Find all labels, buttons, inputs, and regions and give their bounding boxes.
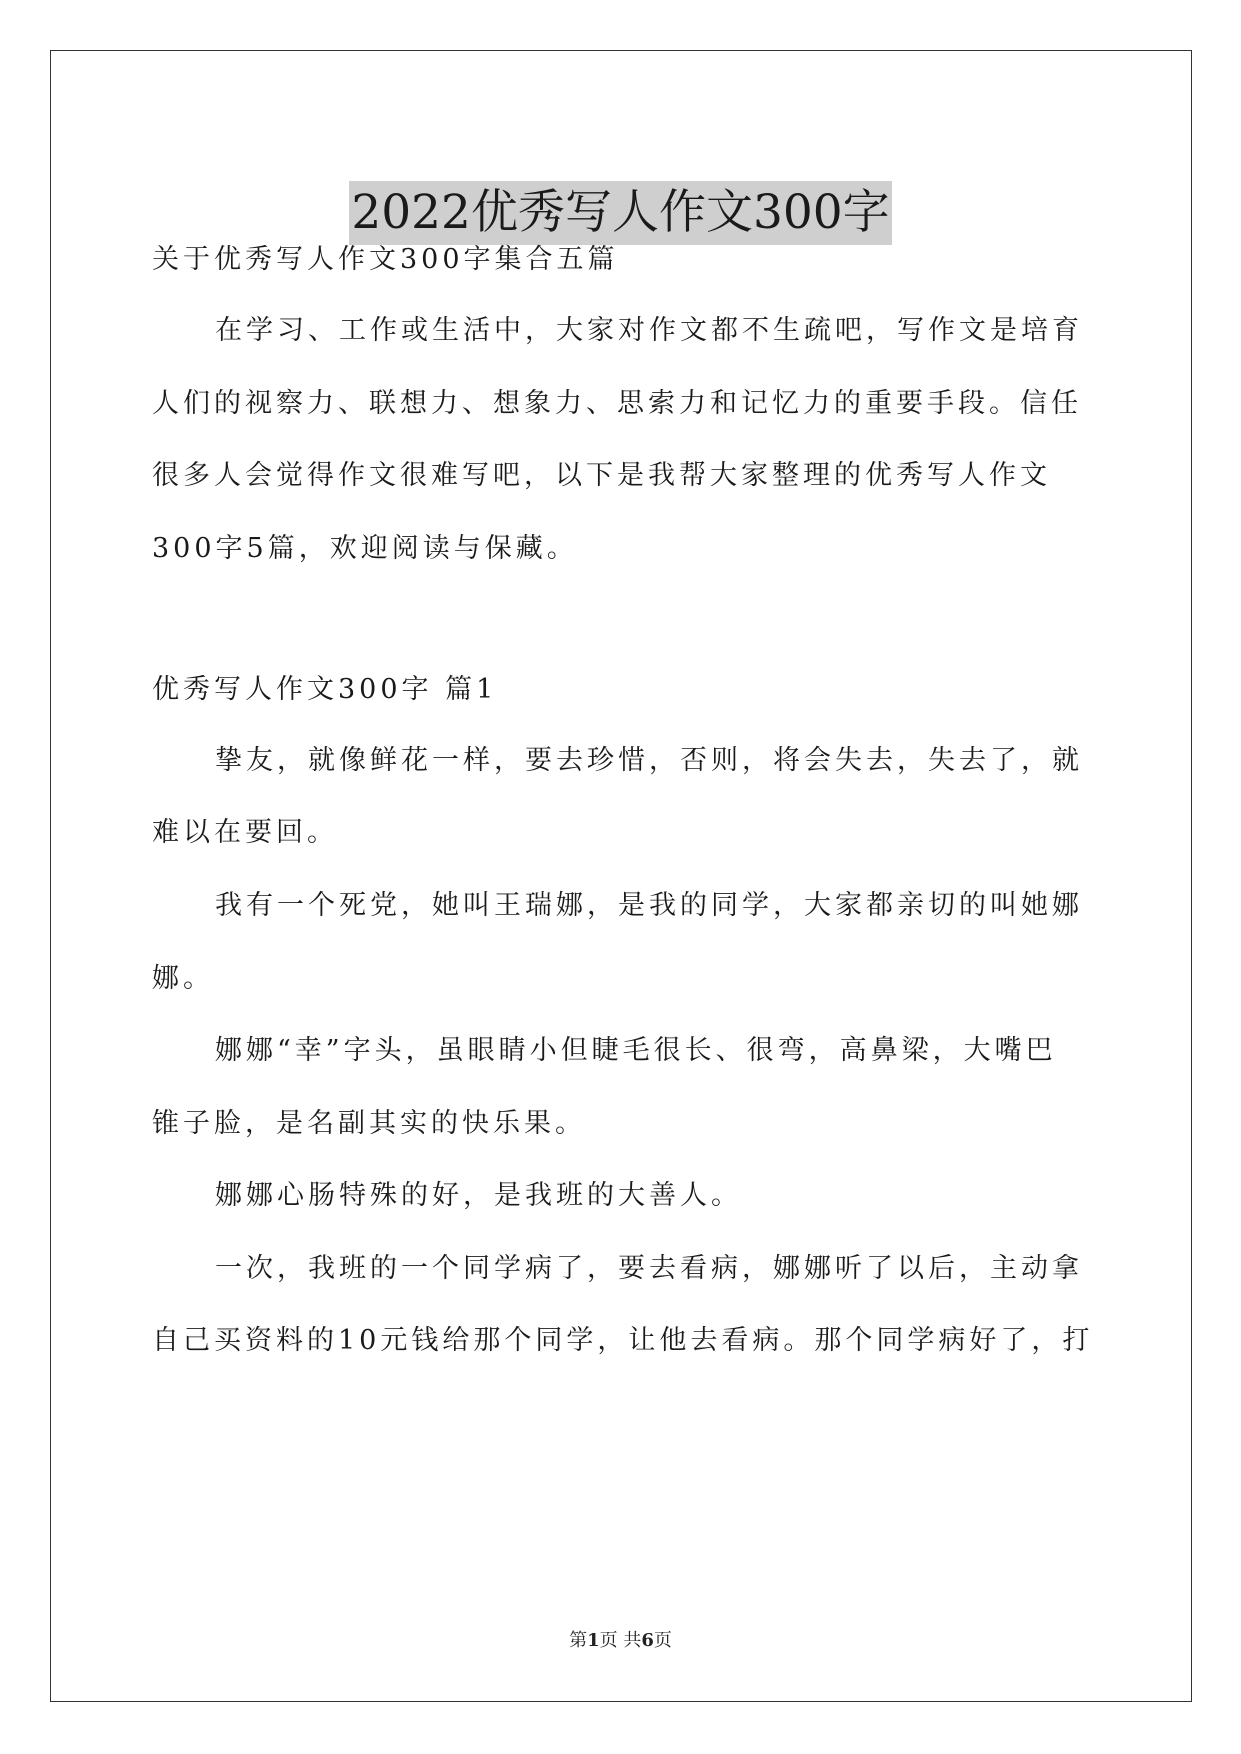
paragraph-line: 娜娜心肠特殊的好，是我班的大善人。 [215,1180,742,1211]
total-pages-number: 6 [641,1630,654,1651]
paragraph-line: 锥子脸，是名副其实的快乐果。 [152,1108,586,1139]
document-subtitle: 关于优秀写人作文300字集合五篇 [152,244,619,275]
intro-line: 300字5篇，欢迎阅读与保藏。 [152,533,578,564]
paragraph-line: 挚友，就像鲜花一样，要去珍惜，否则，将会失去，失去了，就 [215,745,1083,776]
paragraph-line: 自己买资料的10元钱给那个同学，让他去看病。那个同学病好了，打 [152,1325,1094,1356]
page-border [50,50,1192,1702]
page-label-prefix: 第 [569,1630,588,1651]
document-title: 2022优秀写人作文300字 [349,181,891,245]
current-page-number: 1 [587,1630,600,1651]
intro-line: 人们的视察力、联想力、想象力、思索力和记忆力的重要手段。信任 [152,388,1082,419]
paragraph-line: 娜。 [152,963,214,994]
page-footer [0,1626,1241,1652]
paragraph-line: 我有一个死党，她叫王瑞娜，是我的同学，大家都亲切的叫她娜 [215,890,1083,921]
page-label-mid: 页 共 [599,1630,642,1651]
page-label-suffix: 页 [653,1630,672,1651]
paragraph-line: 一次，我班的一个同学病了，要去看病，娜娜听了以后，主动拿 [215,1253,1083,1284]
intro-line: 在学习、工作或生活中，大家对作文都不生疏吧，写作文是培育 [215,315,1083,346]
paragraph-line: 难以在要回。 [152,817,338,848]
intro-line: 很多人会觉得作文很难写吧，以下是我帮大家整理的优秀写人作文 [152,460,1051,491]
paragraph-line: 娜娜“幸”字头，虽眼睛小但睫毛很长、很弯，高鼻梁，大嘴巴 [215,1035,1057,1066]
section-heading: 优秀写人作文300字 篇1 [152,674,498,705]
